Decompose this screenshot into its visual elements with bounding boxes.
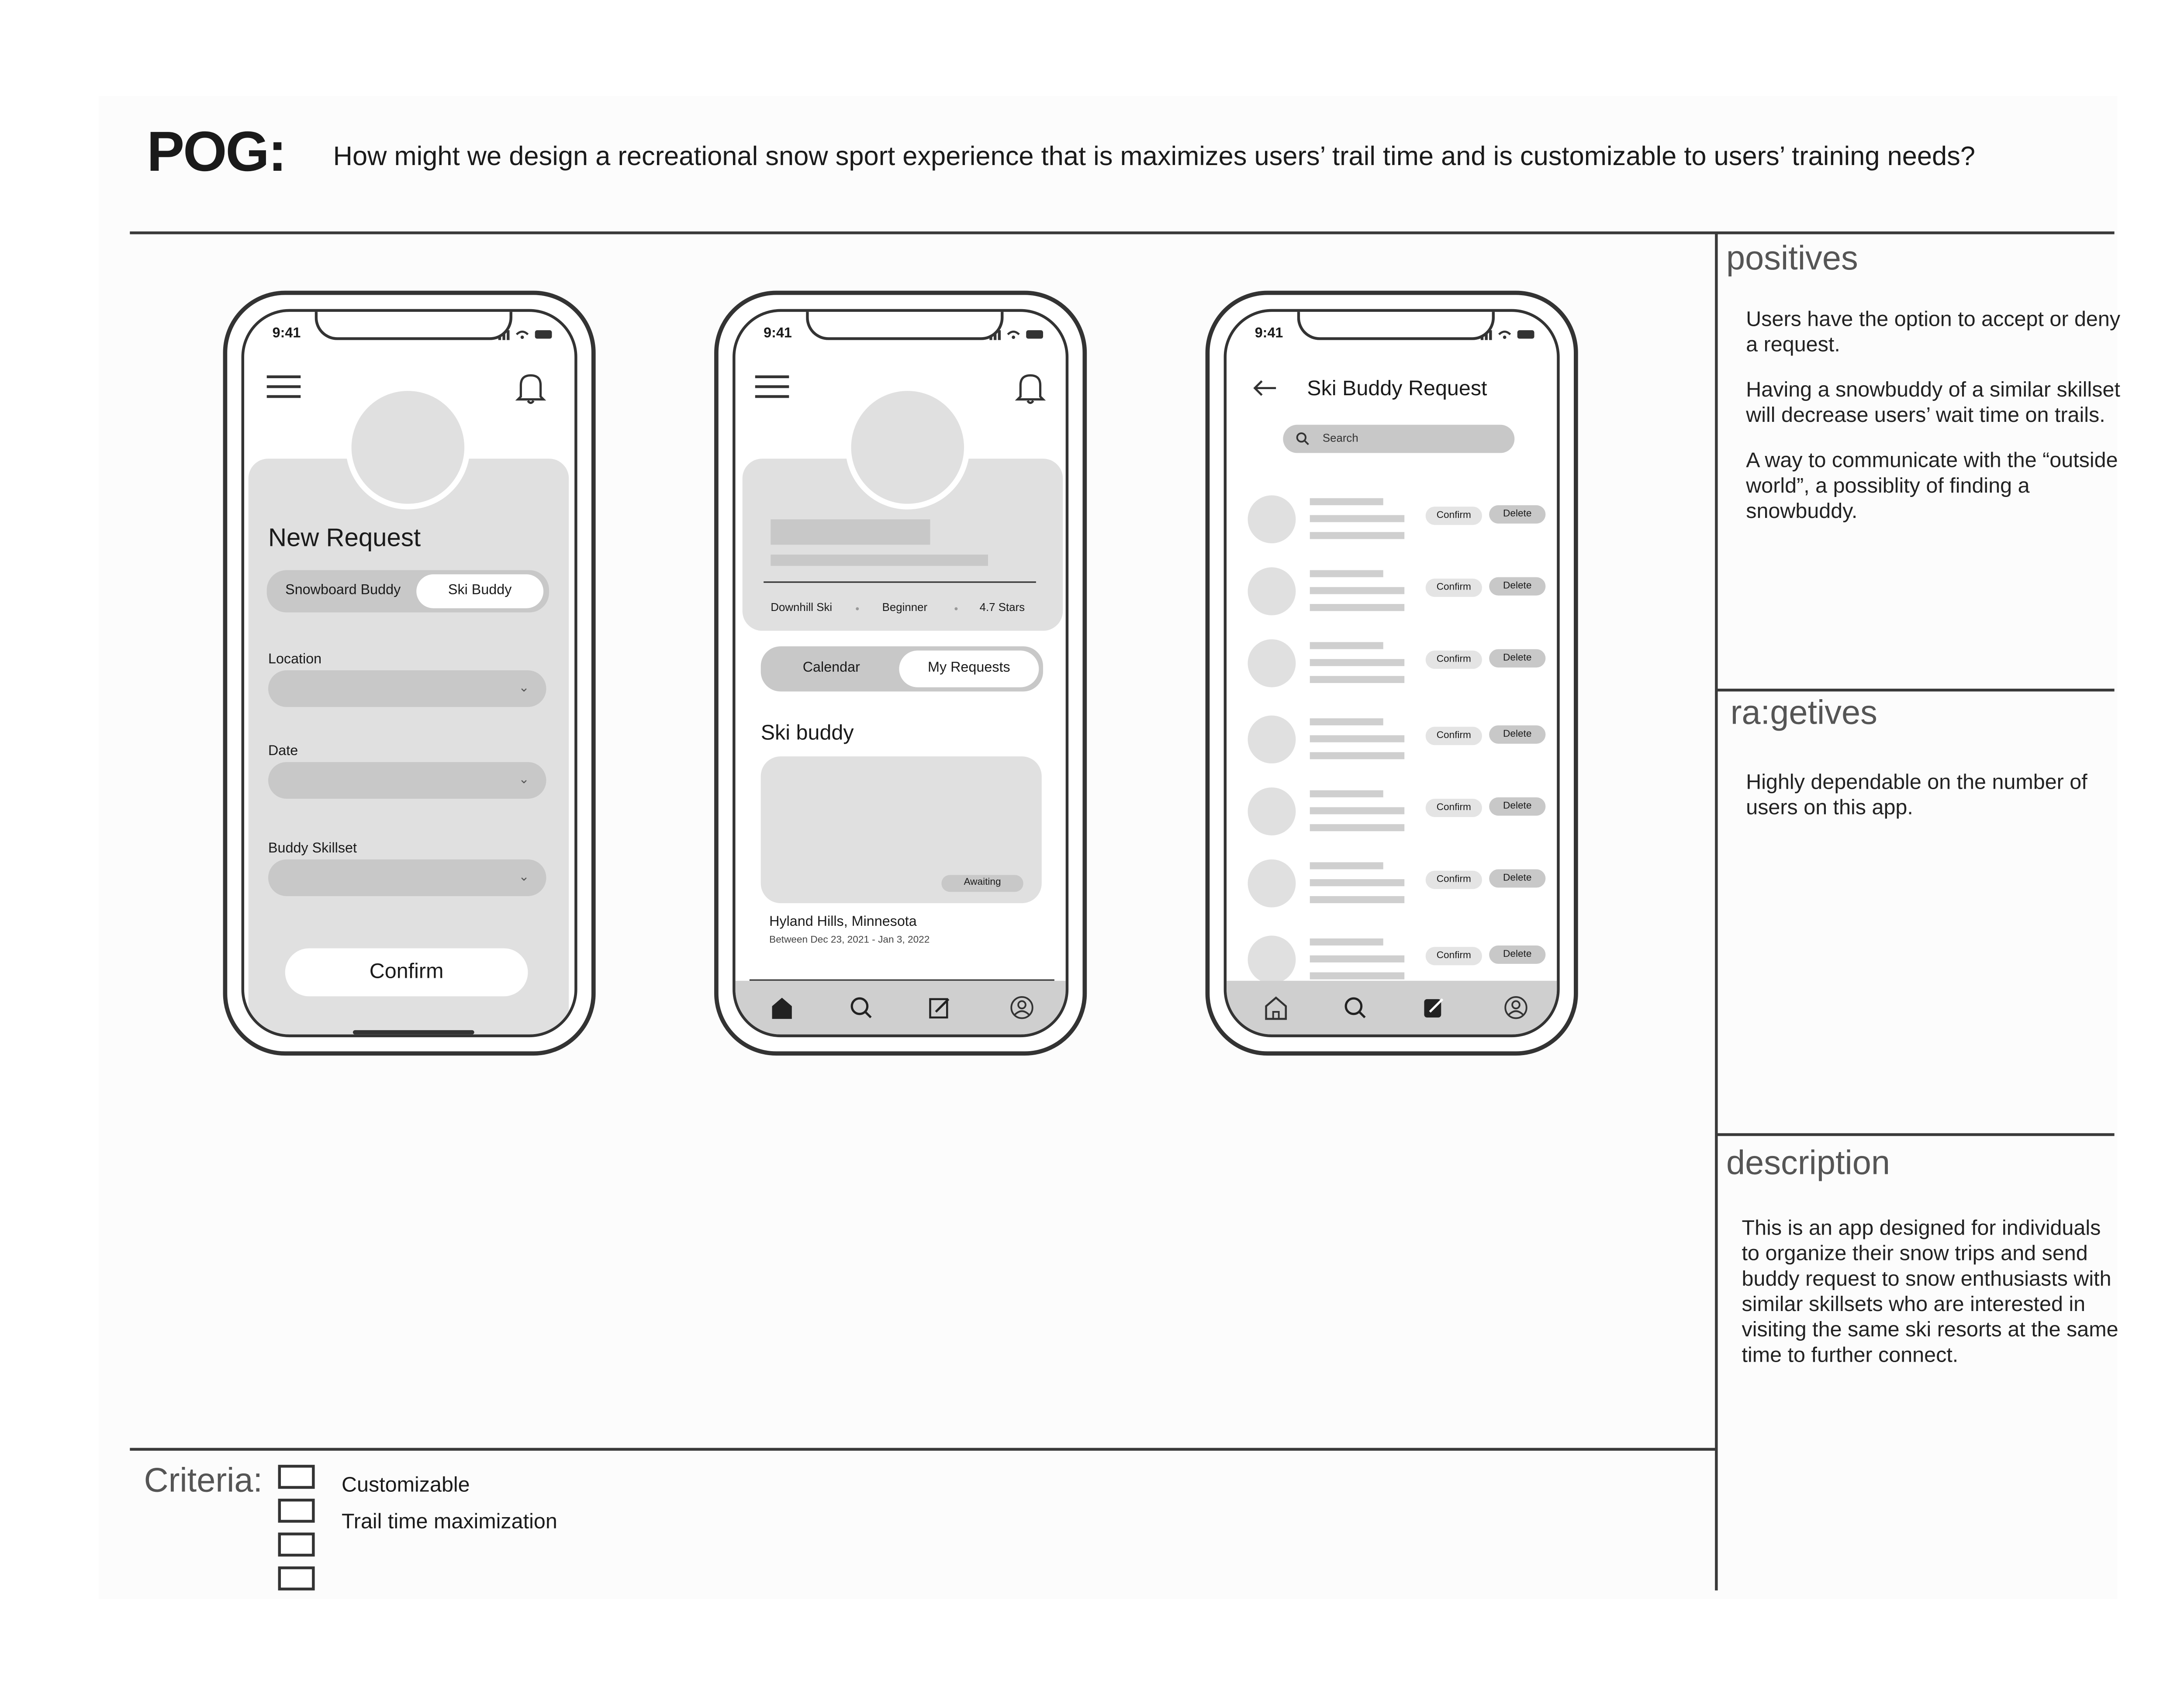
avatar[interactable] (346, 385, 470, 509)
detail-placeholder (1310, 676, 1405, 683)
criteria-divider (130, 1448, 1716, 1450)
phone-screen (1224, 309, 1560, 1037)
confirm-button[interactable]: Confirm (285, 949, 528, 997)
name-placeholder (771, 519, 930, 545)
confirm-button[interactable]: Confirm (1426, 651, 1482, 669)
stat-discipline: Downhill Ski (771, 601, 833, 614)
pog-label: POG: (147, 121, 286, 184)
detail-placeholder (1310, 735, 1405, 742)
search-icon[interactable] (1342, 995, 1368, 1020)
delete-button[interactable]: Delete (1489, 797, 1545, 816)
tab-ski-buddy[interactable]: Ski Buddy (416, 574, 543, 608)
detail-placeholder (1310, 972, 1405, 979)
home-icon[interactable] (1263, 995, 1289, 1020)
side-column-divider (1715, 233, 1717, 1591)
avatar[interactable] (1248, 639, 1296, 687)
avatar[interactable] (1248, 859, 1296, 907)
edit-icon[interactable] (1421, 995, 1447, 1020)
phone-notch (806, 309, 1003, 340)
criteria-checkbox[interactable] (278, 1465, 315, 1489)
skillset-label: Buddy Skillset (268, 841, 357, 857)
pog-question: How might we design a recreational snow sport experience that is maximizes users’ trail time and is customizable to users’ training needs? (333, 142, 1976, 173)
date-label: Date (268, 743, 298, 759)
phone-new-request (223, 291, 596, 1056)
delete-button[interactable]: Delete (1489, 945, 1545, 964)
criteria-checkbox[interactable] (278, 1532, 315, 1556)
page-title: Ski Buddy Request (1307, 376, 1487, 401)
detail-placeholder (1310, 515, 1405, 522)
name-placeholder (1310, 570, 1383, 577)
detail-placeholder (1310, 807, 1405, 814)
criteria-checkbox[interactable] (278, 1566, 315, 1591)
criteria-item-customizable: Customizable (341, 1473, 470, 1497)
profile-icon[interactable] (1503, 995, 1528, 1020)
name-placeholder (1310, 862, 1383, 869)
detail-placeholder (1310, 587, 1405, 594)
phone-ski-buddy-requests (1206, 291, 1578, 1056)
positives-list (1746, 307, 2134, 545)
avatar[interactable] (1248, 787, 1296, 835)
detail-placeholder (1310, 824, 1405, 831)
negative-item: Highly dependable on the number of users on this app. (1746, 770, 2087, 820)
confirm-button[interactable]: Confirm (1426, 947, 1482, 965)
skillset-dropdown[interactable] (268, 859, 546, 896)
avatar[interactable] (1248, 715, 1296, 763)
criteria-checkbox[interactable] (278, 1499, 315, 1523)
search-icon[interactable] (848, 995, 874, 1020)
positive-item: Having a snowbuddy of a similar skillset will decrease users’ wait time on trails. (1746, 378, 2120, 428)
positive-item: Users have the option to accept or deny a request. (1746, 307, 2121, 357)
status-time: 9:41 (272, 326, 301, 342)
page-title: New Request (268, 523, 421, 552)
edit-icon[interactable] (927, 995, 953, 1020)
detail-placeholder (1310, 752, 1405, 759)
positives-divider (1716, 689, 2114, 691)
avatar[interactable] (1248, 935, 1296, 983)
profile-divider (764, 581, 1036, 583)
stat-rating: 4.7 Stars (979, 601, 1025, 614)
menu-icon[interactable] (755, 376, 789, 401)
negatives-divider (1716, 1133, 2114, 1136)
name-placeholder (1310, 790, 1383, 797)
status-badge: Awaiting (941, 875, 1023, 892)
confirm-button[interactable]: Confirm (1426, 507, 1482, 525)
chevron-down-icon: ⌄ (518, 869, 529, 883)
detail-placeholder (1310, 532, 1405, 539)
separator-dot: • (954, 602, 958, 615)
resort-name: Hyland Hills, Minnesota (769, 914, 917, 930)
location-label: Location (268, 652, 322, 668)
avatar[interactable] (1248, 495, 1296, 543)
detail-placeholder (1310, 879, 1405, 886)
confirm-button[interactable]: Confirm (1426, 579, 1482, 597)
back-arrow-icon[interactable] (1252, 378, 1277, 398)
delete-button[interactable]: Delete (1489, 577, 1545, 596)
phone-screen (733, 309, 1068, 1037)
name-placeholder (1310, 718, 1383, 725)
confirm-button[interactable]: Confirm (1426, 799, 1482, 817)
positives-title: positives (1726, 240, 1858, 278)
separator-dot: • (855, 602, 860, 615)
negatives-title: ra:getives (1730, 694, 1877, 733)
status-icons (498, 329, 555, 340)
avatar[interactable] (846, 385, 970, 509)
avatar[interactable] (1248, 567, 1296, 615)
confirm-button[interactable]: Confirm (1426, 871, 1482, 889)
negatives-list (1746, 770, 2113, 841)
confirm-button[interactable]: Confirm (1426, 727, 1482, 745)
phone-notch (315, 309, 512, 340)
delete-button[interactable]: Delete (1489, 725, 1545, 744)
status-icons (989, 329, 1046, 340)
home-indicator (353, 1030, 474, 1035)
stat-level: Beginner (882, 601, 928, 614)
name-placeholder (1310, 938, 1383, 945)
delete-button[interactable]: Delete (1489, 505, 1545, 524)
date-dropdown[interactable] (268, 762, 546, 799)
detail-placeholder (1310, 956, 1405, 963)
delete-button[interactable]: Delete (1489, 649, 1545, 667)
location-dropdown[interactable] (268, 670, 546, 707)
header-divider (130, 231, 2114, 234)
name-placeholder (1310, 642, 1383, 649)
positive-item: A way to communicate with the “outside world”, a possiblity of finding a snowbuddy. (1746, 449, 2118, 524)
criteria-label: Criteria: (144, 1462, 263, 1500)
date-range: Between Dec 23, 2021 - Jan 3, 2022 (769, 935, 930, 946)
bell-icon[interactable] (1015, 371, 1046, 405)
menu-icon[interactable] (267, 376, 301, 401)
description-title: description (1726, 1144, 1890, 1183)
status-time: 9:41 (1254, 326, 1283, 342)
delete-button[interactable]: Delete (1489, 869, 1545, 888)
bottom-tab-bar (1227, 981, 1557, 1035)
detail-placeholder (1310, 604, 1405, 611)
phone-notch (1297, 309, 1495, 340)
tab-my-requests[interactable]: My Requests (899, 651, 1039, 687)
status-icons (1481, 329, 1537, 340)
section-title: Ski buddy (760, 721, 854, 745)
search-icon (1296, 432, 1310, 446)
search-input[interactable] (1283, 425, 1514, 453)
home-icon[interactable] (769, 995, 795, 1020)
detail-placeholder (1310, 896, 1405, 903)
bottom-tab-bar (736, 981, 1066, 1035)
name-placeholder (1310, 498, 1383, 505)
tab-calendar[interactable]: Calendar (802, 660, 860, 676)
status-time: 9:41 (764, 326, 792, 342)
search-placeholder: Search (1322, 431, 1358, 445)
phone-profile (714, 291, 1087, 1056)
tab-snowboard-buddy[interactable]: Snowboard Buddy (285, 583, 401, 599)
description-text: This is an app designed for individuals to organize their snow trips and send buddy request to snow enthusiasts with similar skillsets who are interested in visiting the same ski resorts at the same time to further connect. (1742, 1216, 2118, 1368)
bio-placeholder (771, 555, 988, 566)
criteria-item-trail-time: Trail time maximization (341, 1510, 557, 1534)
profile-icon[interactable] (1009, 995, 1034, 1020)
chevron-down-icon: ⌄ (518, 772, 529, 786)
phone-screen (242, 309, 577, 1037)
chevron-down-icon: ⌄ (518, 680, 529, 694)
bell-icon[interactable] (515, 371, 546, 405)
detail-placeholder (1310, 659, 1405, 666)
